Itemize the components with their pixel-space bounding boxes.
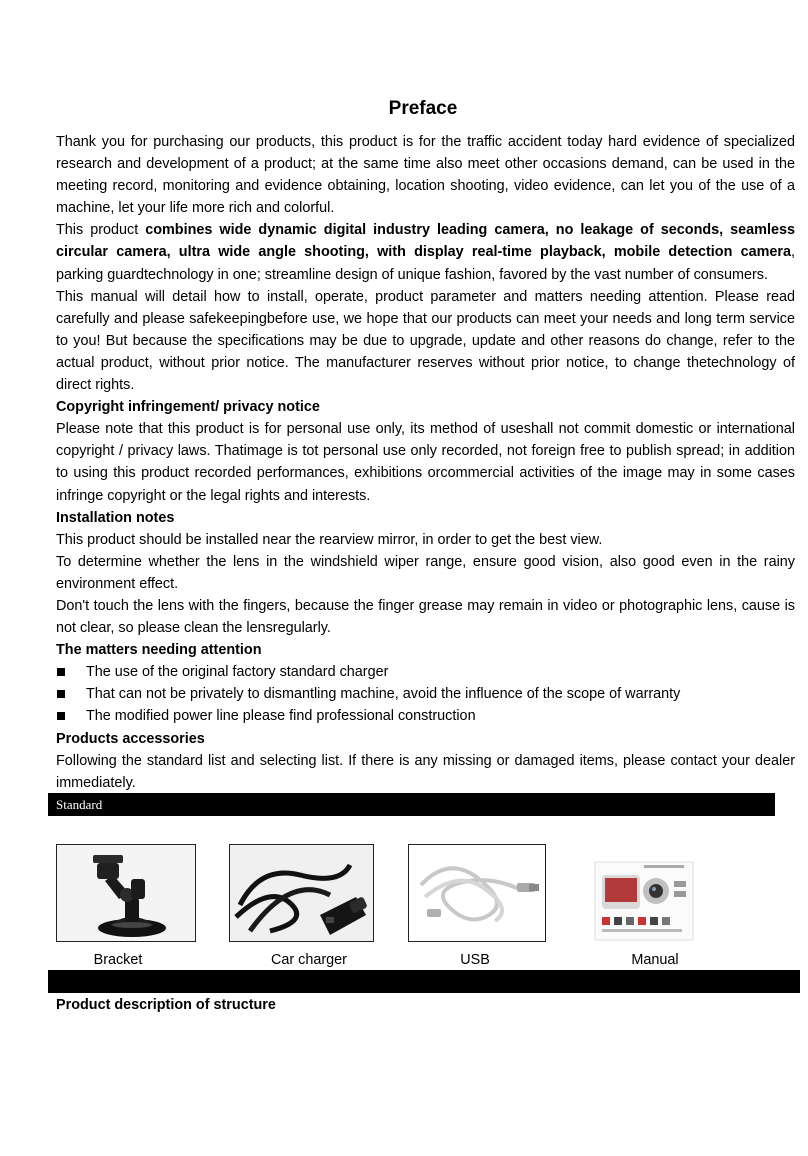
page-title: Preface [388, 98, 458, 119]
installation-paragraph-3: Don't touch the lens with the fingers, because the finger grease may remain in video or photographic lens, cause is not clear, so please clean the lensregularly. [56, 597, 795, 637]
section-divider-bar [48, 970, 800, 993]
bracket-photo-icon [56, 844, 196, 942]
intro-paragraph: Thank you for purchasing our products, this product is for the traffic accident today hard evidence of specialized research and development of a product; at the same time also meet other occasions demand, can be used in the meeting record, monitoring and evidence obtaining, location shooting, video evidence, can let you of the use of a machine, let your life more rich and colorful. [56, 134, 795, 217]
accessory-label: USB [460, 952, 490, 968]
standard-bar: Standard [48, 793, 775, 816]
features-tail: , parking guardtechnology in one; streamline design of unique fashion, favored by the vast number of consumers. [56, 244, 795, 283]
manual-photo-icon [594, 861, 694, 941]
car-charger-photo-icon [229, 844, 374, 942]
attention-list [56, 661, 795, 727]
list-item [56, 683, 795, 705]
accessory-label: Manual [631, 952, 679, 968]
copyright-paragraph: Please note that this product is for personal use only, its method of useshall not commit domestic or international copyright / privacy laws. Thatimage is tot personal use only recorded, not foreign free to publish spread; in addition to using this product recorded performances, exhibitions orcommercial activities of the image may in some cases infringe copyright or the legal rights and interests. [56, 421, 795, 504]
features-paragraph [56, 219, 795, 285]
manual-note-paragraph: This manual will detail how to install, operate, product parameter and matters needing attention. Please read carefully and please safekeepingbefore use, we hope that our products can meet your needs and long term service to you! But because the specifications may be due to upgrade, update and other reasons do change, refer to the actual product, without prior notice. The manufacturer reserves without prior notice, to change thetechnology of direct rights. [56, 288, 795, 394]
attention-heading: The matters needing attention [56, 642, 262, 659]
list-item-text: That can not be privately to dismantling machine, avoid the influence of the scope of warranty [86, 686, 681, 703]
features-bold: combines wide dynamic digital industry leading camera, no leakage of seconds, seamless circular camera, ultra wide angle shooting, with display real-time playback, mobile detection camera [56, 222, 795, 261]
square-bullet-icon [57, 712, 65, 720]
installation-paragraph-1: This product should be installed near the rearview mirror, in order to get the best view. [56, 531, 603, 548]
accessory-label: Car charger [271, 952, 347, 968]
installation-paragraph-2: To determine whether the lens in the windshield wiper range, ensure good vision, also good even in the rainy environment effect. [56, 553, 795, 592]
accessories-paragraph: Following the standard list and selecting list. If there is any missing or damaged items, please contact your dealer immediately. [56, 752, 795, 791]
installation-heading: Installation notes [56, 509, 175, 526]
copyright-heading: Copyright infringement/ privacy notice [56, 399, 320, 416]
list-item [56, 661, 795, 683]
body-text [56, 131, 795, 794]
list-item [56, 705, 795, 727]
accessory-label: Bracket [93, 952, 143, 968]
accessories-heading: Products accessories [56, 730, 205, 747]
list-item-text: The use of the original factory standard charger [86, 664, 389, 681]
square-bullet-icon [57, 668, 65, 676]
usb-cable-photo-icon [408, 844, 546, 942]
square-bullet-icon [57, 690, 65, 698]
features-lead: This product [56, 222, 146, 239]
list-item-text: The modified power line please find professional construction [86, 708, 476, 725]
structure-heading: Product description of structure [56, 997, 276, 1013]
